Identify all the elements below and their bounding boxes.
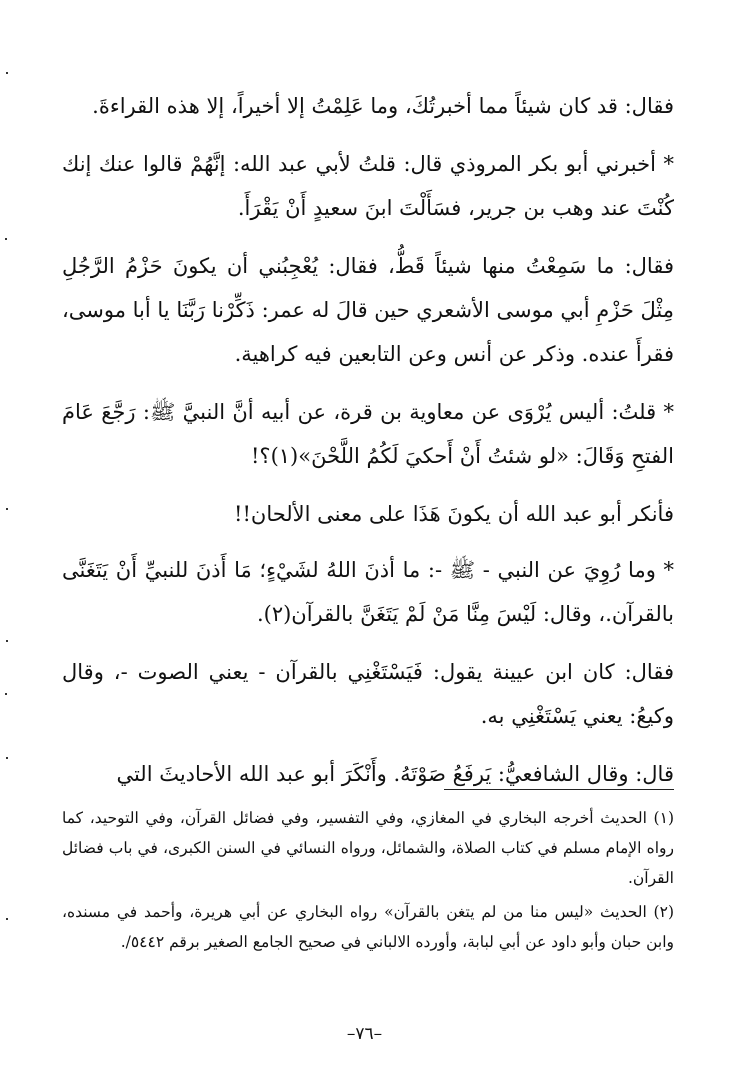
scan-speck	[6, 918, 8, 920]
paragraph: فقال: ما سَمِعْتُ منها شيئاً قَطُّ، فقال: يُعْجِبُني أن يكونَ حَزْمُ الرَّجُلِ مِثْلَ حَزْمِ أبي موسى الأشعري حين قالَ له عمر: ذَكِّرْنا رَبَّنَا يا أبا موسى، فقرأَ عنده. وذكر عن أنس وعن التابعين فيه كراهية.	[62, 254, 674, 366]
paragraph: * قلتُ: أليس يُرْوَى عن معاوية بن قرة، عن أبيه أنَّ النبيَّ ﷺ: رَجَّعَ عَامَ الفتحِ وَقَالَ: «لو شئتُ أَنْ أَحكيَ لَكُمُ اللَّحْنَ»(١)؟!	[62, 400, 674, 468]
main-text	[62, 84, 674, 810]
paragraph: فقال: كان ابن عيينة يقول: فَيَسْتَغْنِي بالقرآن - يعني الصوت -، وقال وكيعُ: يعني يَسْتَغْنِي به.	[62, 660, 674, 728]
footnote-separator	[444, 789, 674, 790]
footnote: (١) الحديث أخرجه البخاري في المغازي، وفي التفسير، وفي فضائل القرآن، وفي التوحيد، كما رواه الإمام مسلم في كتاب الصلاة، والشمائل، ورواه النسائي في السنن الكبرى، في باب فضائل القرآن.	[62, 809, 674, 887]
footnote: (٢) الحديث «ليس منا من لم يتغن بالقرآن» رواه البخاري عن أبي هريرة، وأحمد في مسنده، وابن حبان وأبو داود عن أبي لبابة، وأورده الالباني في صحيح الجامع الصغير برقم ٥٤٤٢/.	[62, 903, 674, 951]
paragraph: قال: وقال الشافعيُّ: يَرفَعُ صَوْتَهُ. وأَنْكَرَ أبو عبد الله الأحاديثَ التي	[116, 762, 674, 786]
scan-speck	[6, 757, 8, 759]
scan-speck	[6, 72, 8, 74]
scan-speck	[6, 640, 8, 642]
scan-speck	[5, 238, 7, 240]
footnotes	[62, 803, 674, 961]
paragraph: فقال: قد كان شيئاً مما أخبرتُكَ، وما عَلِمْتُ إلا أخيراً، إلا هذه القراءةَ.	[92, 94, 674, 118]
paragraph: * أخبرني أبو بكر المروذي قال: قلتُ لأبي عبد الله: إنَّهُمْ قالوا عنك إنك كُنْتَ عند وهب بن جرير، فسَأَلْتَ ابنَ سعيدٍ أَنْ يَقْرَأَ.	[62, 152, 674, 220]
scan-speck	[6, 508, 8, 510]
paragraph: * وما رُوِيَ عن النبي - ﷺ -: ما أذنَ اللهُ لشَيْءٍ؛ مَا أَذنَ للنبيِّ أَنْ يَتَغَنَّى بالقرآن.، وقال: لَيْسَ مِنَّا مَنْ لَمْ يَتَغَنَّ بالقرآن(٢).	[62, 558, 674, 626]
page-number: –٧٦–	[346, 1024, 383, 1044]
paragraph: فأنكر أبو عبد الله أن يكونَ هَذَا على معنى الألحان!!	[234, 502, 674, 526]
scan-speck	[5, 693, 7, 695]
